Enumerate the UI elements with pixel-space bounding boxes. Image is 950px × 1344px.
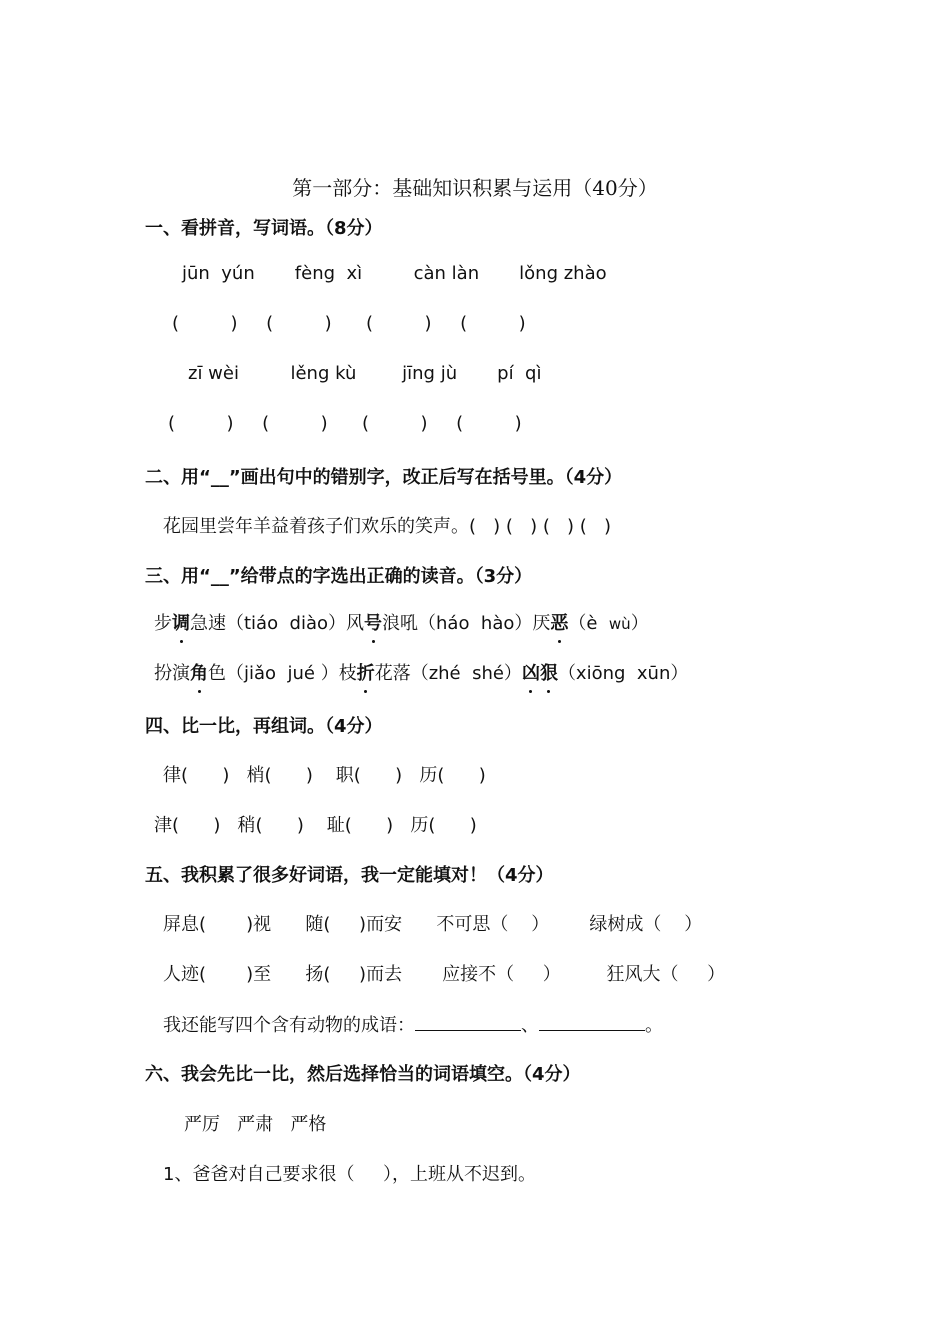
section-2-heading: 二、用“__”画出句中的错别字，改正后写在括号里。（4分） xyxy=(145,467,623,488)
text: ） xyxy=(630,613,649,634)
idiom-row-3 xyxy=(163,1011,663,1037)
text: 花落（zhé shé） xyxy=(374,663,522,684)
word-options: 严厉 严肃 严格 xyxy=(184,1114,327,1135)
section-2-sentence: 花园里尝年羊益着孩子们欢乐的笑声。( ) ( ) ( ) ( ) xyxy=(163,516,612,537)
idiom-row-1: 屏息( )视 随( )而安 不可思（ ） 绿树成（ ） xyxy=(163,914,703,935)
text: （è xyxy=(568,613,609,634)
dotted-char: 折 xyxy=(357,659,375,685)
question-1: 1、爸爸对自己要求很（ ），上班从不迟到。 xyxy=(163,1164,537,1185)
pinyin-row-1: jūn yún fèng xì càn làn lǒng zhào xyxy=(182,263,607,284)
idiom-row-2: 人迹( )至 扬( )而去 应接不（ ） 狂风大（ ） xyxy=(163,964,726,985)
answer-brackets-row-1: ( ) ( ) ( ) ( ) xyxy=(172,313,526,334)
text: wù xyxy=(608,615,631,633)
text: 步 xyxy=(154,613,172,634)
text: 扮演 xyxy=(154,663,190,684)
section-1-heading: 一、看拼音，写词语。（8分） xyxy=(145,218,383,239)
dotted-char: 调 xyxy=(172,609,190,635)
section-3-heading: 三、用“__”给带点的字选出正确的读音。（3分） xyxy=(145,566,533,587)
section-4-heading: 四、比一比，再组词。（4分） xyxy=(145,716,383,737)
dotted-char: 号 xyxy=(364,609,382,635)
text: 急速（tiáo diào）风 xyxy=(190,613,365,634)
reading-row-2 xyxy=(154,659,688,685)
text: （xiōng xūn） xyxy=(557,663,689,684)
pinyin-row-2: zī wèi lěng kù jīng jù pí qì xyxy=(188,363,542,384)
text: 我还能写四个含有动物的成语： xyxy=(163,1015,415,1036)
text: 。 xyxy=(645,1015,663,1036)
section-6-heading: 六、我会先比一比，然后选择恰当的词语填空。（4分） xyxy=(145,1064,581,1085)
text: 浪吼（háo hào）厌 xyxy=(382,613,551,634)
compare-row-2: 津( ) 稍( ) 耻( ) 历( ) xyxy=(154,815,477,836)
dotted-char: 角 xyxy=(190,659,208,685)
text: 色（jiǎo jué ）枝 xyxy=(208,663,357,684)
section-5-heading: 五、我积累了很多好词语，我一定能填对！（4分） xyxy=(145,865,554,886)
dotted-char: 狠 xyxy=(540,659,558,685)
answer-blank[interactable] xyxy=(539,1012,645,1031)
answer-brackets-row-2: ( ) ( ) ( ) ( ) xyxy=(168,413,522,434)
compare-row-1: 律( ) 梢( ) 职( ) 历( ) xyxy=(163,765,486,786)
answer-blank[interactable] xyxy=(415,1012,521,1031)
reading-row-1 xyxy=(154,609,649,635)
page-title: 第一部分：基础知识积累与运用（40分） xyxy=(292,176,658,200)
dotted-char: 凶 xyxy=(522,659,540,685)
text: 、 xyxy=(521,1015,539,1036)
dotted-char: 恶 xyxy=(550,609,568,635)
